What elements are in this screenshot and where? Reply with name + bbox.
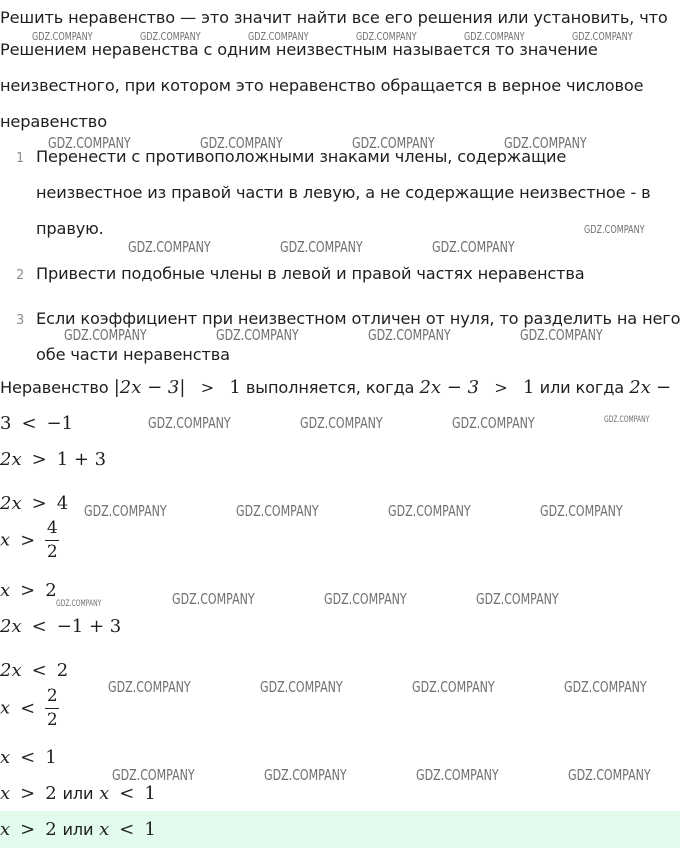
watermark: GDZ.COMPANY <box>112 766 195 784</box>
value-one: 1 <box>229 377 241 398</box>
math-line-9 <box>0 747 57 768</box>
abs-expression: |2x − 3| <box>113 377 186 398</box>
answer-line <box>0 819 156 840</box>
value-neg-one: −1 <box>46 413 74 434</box>
watermark: GDZ.COMPANY <box>32 30 93 43</box>
or-word: или <box>62 784 94 803</box>
watermark: GDZ.COMPANY <box>540 502 623 520</box>
watermark: GDZ.COMPANY <box>464 30 525 43</box>
expr-2x-minus-3: 2x − 3 <box>419 377 480 398</box>
watermark: GDZ.COMPANY <box>140 30 201 43</box>
two-x: 2x <box>629 377 651 398</box>
fraction-4-over-2 <box>45 520 59 561</box>
neg-one-plus-three: −1 + 3 <box>56 616 122 637</box>
value-one: 1 <box>144 783 156 804</box>
lt-sign: < <box>20 747 36 768</box>
math-line-4 <box>0 520 59 561</box>
math-line-7 <box>0 660 68 681</box>
lt-sign: < <box>119 783 135 804</box>
one-plus-three: 1 + 3 <box>56 449 107 470</box>
watermark: GDZ.COMPANY <box>564 678 647 696</box>
watermark: GDZ.COMPANY <box>280 238 363 256</box>
fraction-numerator: 2 <box>46 686 58 706</box>
step-number-3: 3 <box>16 313 25 328</box>
watermark: GDZ.COMPANY <box>568 766 651 784</box>
step-1-line-2: неизвестное из правой части в левую, а не содержащие неизвестное - в <box>36 183 651 202</box>
watermark: GDZ.COMPANY <box>200 134 283 152</box>
watermark: GDZ.COMPANY <box>432 238 515 256</box>
watermark: GDZ.COMPANY <box>264 766 347 784</box>
answer-lt-sign: < <box>119 819 135 840</box>
watermark: GDZ.COMPANY <box>412 678 495 696</box>
fraction-bar <box>45 708 59 709</box>
step-2-line-1: Привести подобные члены в левой и правой частях неравенства <box>36 264 585 283</box>
fraction-denominator: 2 <box>46 542 58 562</box>
watermark: GDZ.COMPANY <box>604 415 650 425</box>
value-one: 1 <box>45 747 57 768</box>
watermark: GDZ.COMPANY <box>368 326 451 344</box>
var-x: x <box>0 747 11 768</box>
fraction-bar <box>45 540 59 541</box>
math-line-3 <box>0 493 68 514</box>
math-line-1 <box>0 413 73 434</box>
answer-var-x: x <box>0 819 11 840</box>
value-three: 3 <box>0 413 12 434</box>
watermark: GDZ.COMPANY <box>504 134 587 152</box>
step-number-1: 1 <box>16 151 25 166</box>
watermark: GDZ.COMPANY <box>416 766 499 784</box>
two-x: 2x <box>0 616 22 637</box>
watermark: GDZ.COMPANY <box>64 326 147 344</box>
watermark: GDZ.COMPANY <box>48 134 131 152</box>
step-1-line-1: Перенести с противоположными знаками члены, содержащие <box>36 147 567 166</box>
watermark: GDZ.COMPANY <box>452 414 535 432</box>
statement-prefix: Неравенство <box>0 378 109 397</box>
watermark: GDZ.COMPANY <box>520 326 603 344</box>
step-1-line-3: правую. <box>36 219 104 238</box>
answer-var-x: x <box>99 819 110 840</box>
value-two: 2 <box>56 660 69 681</box>
watermark: GDZ.COMPANY <box>572 30 633 43</box>
watermark: GDZ.COMPANY <box>476 590 559 608</box>
gt-sign: > <box>20 529 36 551</box>
watermark: GDZ.COMPANY <box>260 678 343 696</box>
var-x: x <box>0 529 11 551</box>
watermark: GDZ.COMPANY <box>128 238 211 256</box>
watermark: GDZ.COMPANY <box>172 590 255 608</box>
var-x: x <box>0 783 11 804</box>
math-line-10 <box>0 783 156 804</box>
answer-one: 1 <box>144 819 156 840</box>
two-x: 2x <box>0 449 22 470</box>
gt-sign: > <box>20 783 36 804</box>
watermark: GDZ.COMPANY <box>388 502 471 520</box>
two-x: 2x <box>0 493 22 514</box>
watermark: GDZ.COMPANY <box>216 326 299 344</box>
watermark: GDZ.COMPANY <box>356 30 417 43</box>
lt-sign: < <box>31 660 47 681</box>
math-line-6 <box>0 616 121 637</box>
var-x: x <box>99 783 110 804</box>
lt-sign: < <box>31 616 47 637</box>
value-one: 1 <box>522 377 535 398</box>
var-x: x <box>0 580 11 601</box>
watermark: GDZ.COMPANY <box>148 414 231 432</box>
watermark: GDZ.COMPANY <box>324 590 407 608</box>
var-x: x <box>0 697 11 719</box>
gt-sign: > <box>31 449 47 470</box>
step-3-line-2: обе части неравенства <box>36 345 230 364</box>
holds-when: выполняется, когда <box>245 378 415 397</box>
watermark: GDZ.COMPANY <box>56 599 102 609</box>
minus-sign: − <box>655 377 672 398</box>
watermark: GDZ.COMPANY <box>236 502 319 520</box>
step-number-2: 2 <box>16 268 25 283</box>
answer-gt-sign: > <box>20 819 36 840</box>
gt-sign: > <box>200 378 215 397</box>
value-four: 4 <box>56 493 69 514</box>
math-line-2 <box>0 449 106 470</box>
answer-or: или <box>62 820 94 839</box>
math-line-5 <box>0 580 57 601</box>
gt-sign: > <box>20 580 36 601</box>
watermark: GDZ.COMPANY <box>352 134 435 152</box>
two-x: 2x <box>0 660 22 681</box>
or-when: или когда <box>539 378 625 397</box>
gt-sign: > <box>31 493 47 514</box>
fraction-numerator: 4 <box>46 518 58 538</box>
lt-sign: < <box>20 697 36 719</box>
answer-two: 2 <box>45 819 57 840</box>
solution-statement <box>0 377 671 398</box>
watermark: GDZ.COMPANY <box>84 502 167 520</box>
fraction-denominator: 2 <box>46 710 58 730</box>
fraction-2-over-2 <box>45 688 59 729</box>
definition-line-2: неизвестного, при котором это неравенство обращается в верное числовое <box>0 76 644 95</box>
step-3-line-1: Если коэффициент при неизвестном отличен от нуля, то разделить на него <box>36 309 680 328</box>
gt-sign: > <box>494 378 508 397</box>
intro-line: Решить неравенство — это значит найти все его решения или установить, что <box>0 8 668 27</box>
math-line-8 <box>0 688 59 729</box>
lt-sign: < <box>21 413 37 434</box>
value-two: 2 <box>45 580 57 601</box>
watermark: GDZ.COMPANY <box>300 414 383 432</box>
value-two: 2 <box>45 783 57 804</box>
definition-line-1: Решением неравенства с одним неизвестным называется то значение <box>0 40 598 59</box>
definition-line-3: неравенство <box>0 112 107 131</box>
watermark: GDZ.COMPANY <box>108 678 191 696</box>
watermark: GDZ.COMPANY <box>248 30 309 43</box>
watermark: GDZ.COMPANY <box>584 223 645 236</box>
